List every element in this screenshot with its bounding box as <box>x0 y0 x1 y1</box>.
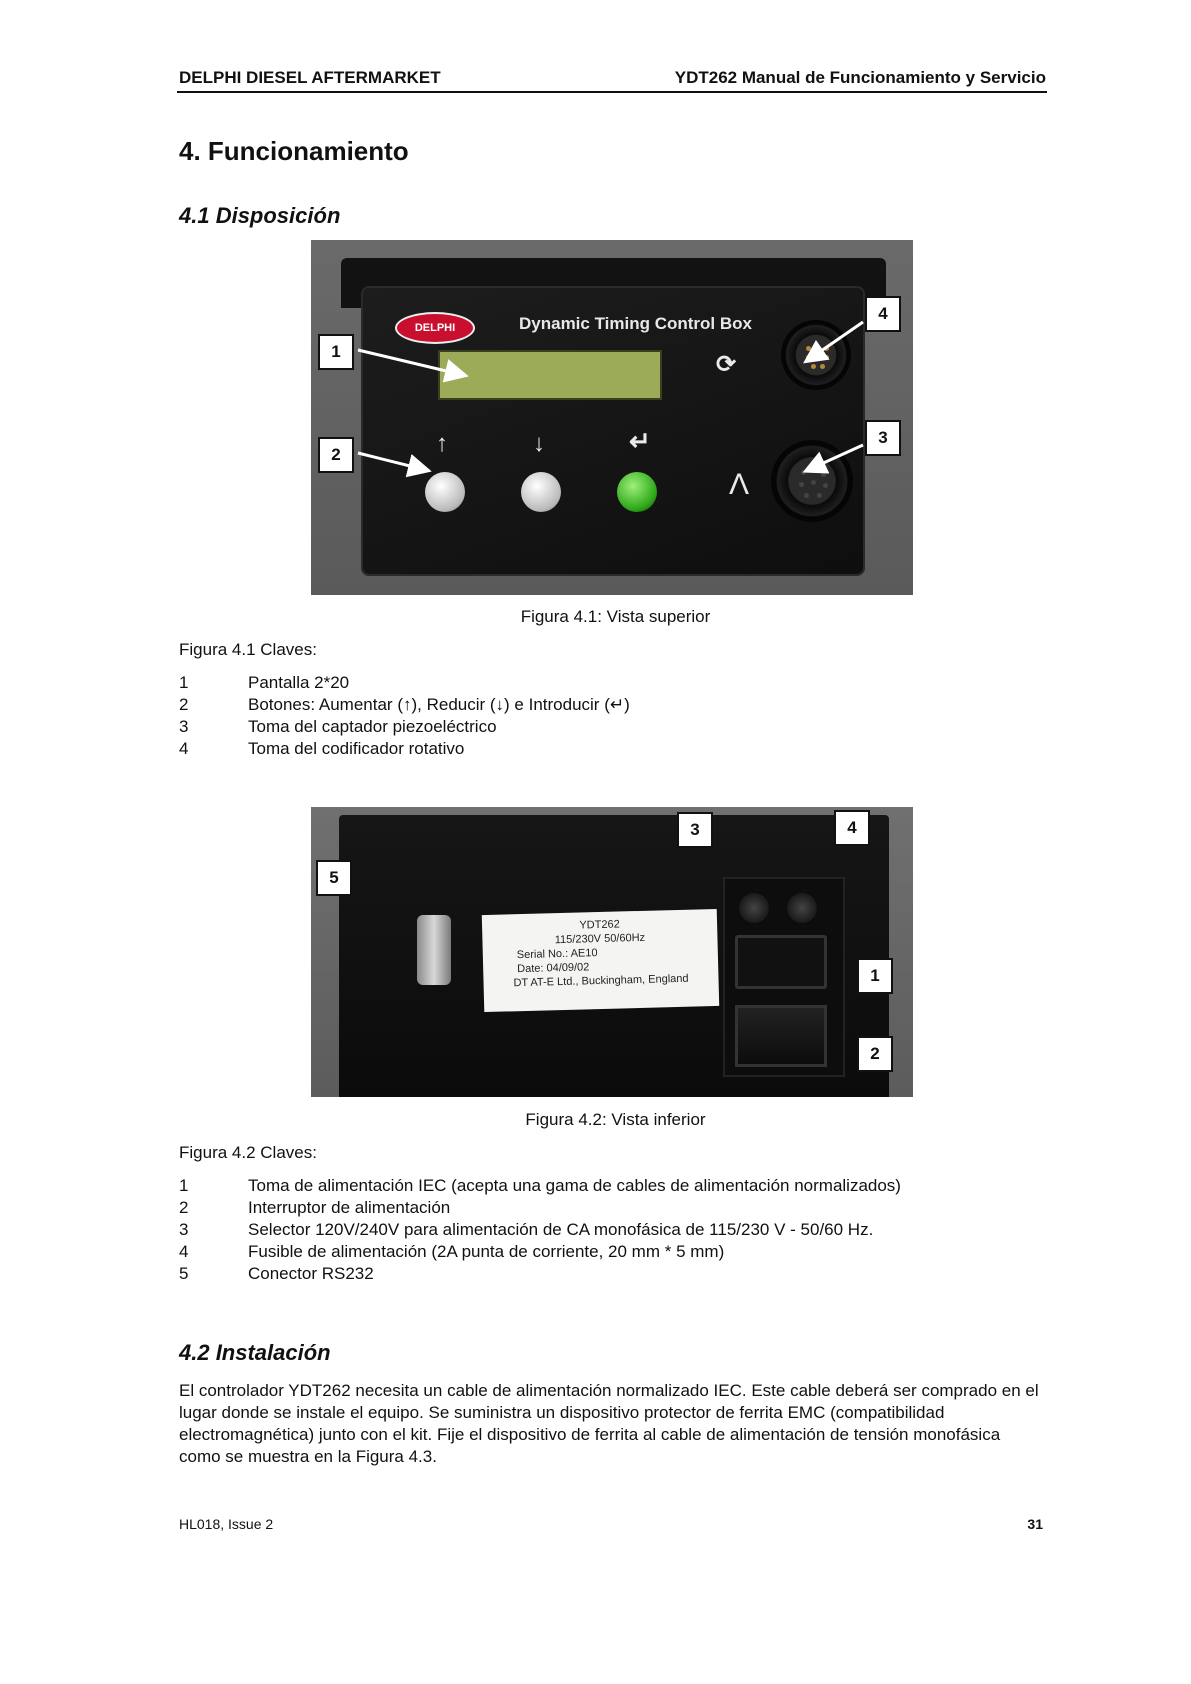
key-number: 5 <box>179 1264 189 1283</box>
key-number: 3 <box>179 717 189 736</box>
pulse-icon: Λ <box>729 468 750 501</box>
key-text: Pantalla 2*20 <box>248 673 350 692</box>
header-left: DELPHI DIESEL AFTERMARKET <box>179 68 441 87</box>
label-model: YDT262 <box>579 918 620 932</box>
subsection-title-installation: 4.2 Instalación <box>179 1340 331 1365</box>
key-item <box>179 738 630 760</box>
callout-1-fig1: 1 <box>318 334 354 370</box>
figure-4-1-keys-title: Figura 4.1 Claves: <box>179 640 317 659</box>
key-text: Interruptor de alimentación <box>248 1198 451 1217</box>
figure-4-2-key-list <box>179 1175 901 1285</box>
key-text: Fusible de alimentación (2A punta de corriente, 20 mm * 5 mm) <box>248 1242 725 1261</box>
footer-page-number: 31 <box>1027 1516 1043 1532</box>
key-text: Conector RS232 <box>248 1264 374 1283</box>
callout-3-fig2: 3 <box>677 812 713 848</box>
label-maker: DT AT-E Ltd., Buckingham, England <box>513 972 689 990</box>
header-right: YDT262 Manual de Funcionamiento y Servicio <box>674 68 1046 87</box>
callout-3-fig1: 3 <box>865 420 901 456</box>
rs232-connector <box>417 915 451 985</box>
callout-5-fig2: 5 <box>316 860 352 896</box>
key-number: 2 <box>179 1198 189 1217</box>
voltage-selector <box>739 893 769 923</box>
installation-paragraph: El controlador YDT262 necesita un cable de alimentación normalizado IEC. Este cable deberá ser comprado en el lugar donde se instale el equipo. Se suministra un dispositivo protector de ferrita EMC (compatibilidad electromagnética) junto con el kit. Fije el dispositivo de ferrita al cable de alimentación de tensión monofásica como se muestra en la Figura 4.3. <box>179 1381 1039 1466</box>
key-text: Toma de alimentación IEC (acepta una gama de cables de alimentación normalizados) <box>248 1176 901 1195</box>
power-switch <box>735 1005 827 1067</box>
figure-4-2-keys-title: Figura 4.2 Claves: <box>179 1143 317 1162</box>
encoder-icon: ⟳ <box>716 351 737 378</box>
key-item <box>179 1263 901 1285</box>
key-item <box>179 1197 901 1219</box>
figure-4-2-photo <box>311 807 913 1097</box>
footer-document-id: HL018, Issue 2 <box>179 1516 274 1532</box>
enter-icon: ↵ <box>629 426 651 456</box>
key-text: Toma del captador piezoeléctrico <box>248 717 497 736</box>
figure-4-1-key-list <box>179 672 630 760</box>
power-entry-module <box>723 877 845 1077</box>
key-item <box>179 1219 901 1241</box>
key-item <box>179 672 630 694</box>
key-number: 3 <box>179 1220 189 1239</box>
figure-4-1-caption: Figura 4.1: Vista superior <box>520 607 711 626</box>
key-number: 1 <box>179 1176 189 1195</box>
label-date: Date: 04/09/02 <box>517 961 590 976</box>
iec-inlet <box>735 935 827 989</box>
key-item <box>179 1175 901 1197</box>
key-item <box>179 694 630 716</box>
figure-4-2-caption: Figura 4.2: Vista inferior <box>525 1110 706 1129</box>
callout-2-fig1: 2 <box>318 437 354 473</box>
key-text: Botones: Aumentar (↑), Reducir (↓) e Introducir (↵) <box>248 695 630 714</box>
device-title: Dynamic Timing Control Box <box>519 314 752 333</box>
key-item <box>179 716 630 738</box>
key-text: Toma del codificador rotativo <box>248 739 465 758</box>
subsection-title-layout: 4.1 Disposición <box>179 203 341 228</box>
key-text: Selector 120V/240V para alimentación de CA monofásica de 115/230 V - 50/60 Hz. <box>248 1220 874 1239</box>
callout-4-fig2: 4 <box>834 810 870 846</box>
key-number: 2 <box>179 695 189 714</box>
key-number: 4 <box>179 739 189 758</box>
key-number: 4 <box>179 1242 189 1261</box>
callout-2-fig2: 2 <box>857 1036 893 1072</box>
up-arrow-icon: ↑ <box>436 430 448 457</box>
rating-label <box>482 909 719 1012</box>
fuse-holder <box>787 893 817 923</box>
section-title: 4. Funcionamiento <box>179 136 409 166</box>
key-item <box>179 1241 901 1263</box>
label-serial: Serial No.: AE10 <box>516 947 598 962</box>
down-arrow-icon: ↓ <box>533 430 545 457</box>
key-number: 1 <box>179 673 189 692</box>
label-rating: 115/230V 50/60Hz <box>554 931 646 947</box>
delphi-logo: DELPHI <box>395 312 475 344</box>
callout-4-fig1: 4 <box>865 296 901 332</box>
callout-1-fig2: 1 <box>857 958 893 994</box>
